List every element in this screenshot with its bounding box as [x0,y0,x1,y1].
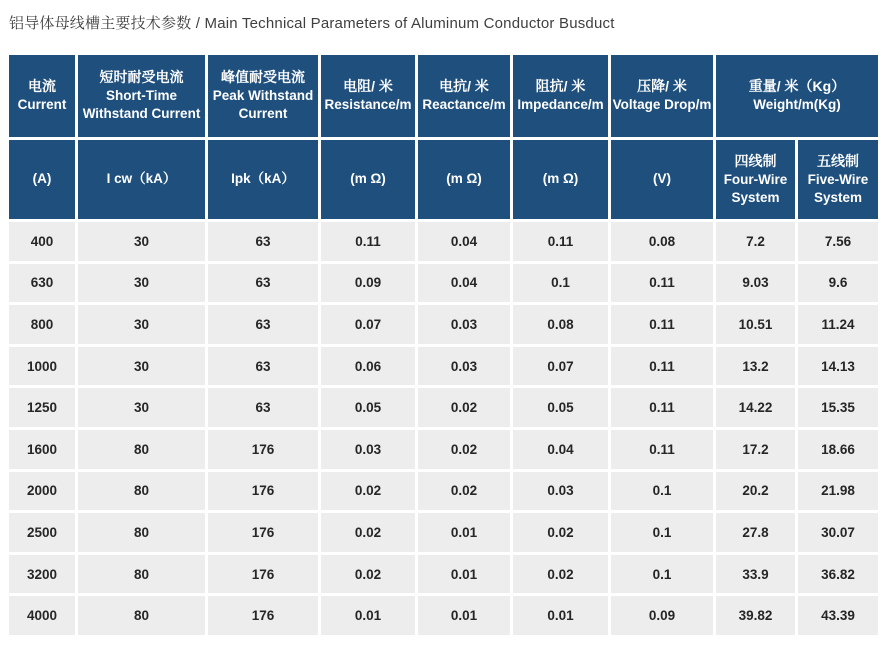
header-impedance-zh: 阻抗/ 米 [535,78,586,95]
table-cell: 0.01 [418,513,510,552]
header-reactance-zh: 电抗/ 米 [439,78,489,95]
table-cell: 0.08 [513,305,608,344]
table-cell: 1250 [9,388,75,427]
table-cell: 800 [9,305,75,344]
header-weight [716,55,878,137]
table-cell: 0.1 [513,264,608,303]
table-cell: 7.2 [716,222,795,261]
page-title: 铝导体母线槽主要技术参数 / Main Technical Parameters of Aluminum Conductor Busduct [9,15,615,32]
table-cell: 0.03 [418,347,510,386]
table-cell: 0.11 [611,388,713,427]
header-reactance [418,55,510,137]
table-cell: 15.35 [798,388,878,427]
header-short-time-en: Short-Time Withstand Current [82,88,201,122]
table-cell: 30 [78,305,205,344]
table-cell: 0.05 [513,388,608,427]
table-cell: 43.39 [798,596,878,635]
table-cell: 63 [208,222,318,261]
unit-voltage-v [611,140,713,219]
table-cell: 0.09 [321,264,415,303]
table-cell: 63 [208,264,318,303]
table-cell: 11.24 [798,305,878,344]
table-cell: 0.02 [418,472,510,511]
header-voltage-drop-zh: 压降/ 米 [637,78,687,95]
table-cell: 0.02 [418,430,510,469]
header-five-wire-zh: 五线制 [817,152,859,169]
table-cell: 17.2 [716,430,795,469]
table-cell: 30 [78,347,205,386]
table-cell: 630 [9,264,75,303]
table-cell: 2000 [9,472,75,511]
table-cell: 0.09 [611,596,713,635]
table-cell: 30 [78,222,205,261]
table-cell: 0.02 [513,555,608,594]
table-cell: 0.01 [418,555,510,594]
table-cell: 7.56 [798,222,878,261]
unit-icw-ka [78,140,205,219]
table-cell: 36.82 [798,555,878,594]
header-peak-withstand-current [208,55,318,137]
table-cell: 0.02 [321,472,415,511]
header-resistance [321,55,415,137]
table-cell: 18.66 [798,430,878,469]
unit-impedance-mohm-label: (m Ω) [542,171,579,187]
table-cell: 0.03 [418,305,510,344]
table-cell: 176 [208,596,318,635]
header-impedance-en: Impedance/m [517,97,604,113]
header-four-wire-zh: 四线制 [734,152,777,169]
table-cell: 176 [208,555,318,594]
table-cell: 0.11 [611,430,713,469]
unit-ipk-ka [208,140,318,219]
table-cell: 1000 [9,347,75,386]
table-cell: 0.01 [321,596,415,635]
table-cell: 63 [208,347,318,386]
table-cell: 0.07 [513,347,608,386]
header-peak-withstand-zh: 峰值耐受电流 [221,69,305,86]
header-weight-en: Weight/m(Kg) [753,97,841,113]
table-cell: 0.04 [513,430,608,469]
table-cell: 0.11 [611,264,713,303]
table-cell: 0.11 [611,347,713,386]
header-resistance-zh: 电阻/ 米 [343,78,393,95]
table-cell: 27.8 [716,513,795,552]
table-cell: 33.9 [716,555,795,594]
table-cell: 80 [78,472,205,511]
header-resistance-en: Resistance/m [324,97,412,113]
header-short-time-withstand-current [78,55,205,137]
table-cell: 0.1 [611,513,713,552]
table-cell: 0.11 [321,222,415,261]
table-cell: 0.05 [321,388,415,427]
header-current [9,55,75,137]
table-cell: 10.51 [716,305,795,344]
table-cell: 14.13 [798,347,878,386]
table-cell: 63 [208,305,318,344]
table-cell: 0.02 [321,513,415,552]
table-cell: 0.11 [513,222,608,261]
table-cell: 0.01 [513,596,608,635]
unit-ipk-ka-label: Ipk（kA） [231,171,295,187]
header-five-wire-en: Five-Wire System [807,171,869,205]
table-cell: 176 [208,430,318,469]
table-cell: 0.02 [321,555,415,594]
header-voltage-drop-en: Voltage Drop/m [612,97,712,113]
table-cell: 0.01 [418,596,510,635]
table-cell: 0.06 [321,347,415,386]
table-cell: 21.98 [798,472,878,511]
table-cell: 400 [9,222,75,261]
header-voltage-drop [611,55,713,137]
table-cell: 13.2 [716,347,795,386]
header-five-wire-system [798,140,878,219]
header-four-wire-system [716,140,795,219]
unit-resistance-mohm-label: (m Ω) [350,171,386,187]
unit-reactance-mohm-label: (m Ω) [446,171,482,187]
table-cell: 9.03 [716,264,795,303]
table-cell: 4000 [9,596,75,635]
table-cell: 63 [208,388,318,427]
unit-voltage-v-label: (V) [653,171,671,187]
header-impedance [513,55,608,137]
table-cell: 0.1 [611,555,713,594]
header-four-wire-en: Four-Wire System [723,171,788,205]
header-peak-withstand-en: Peak Withstand Current [212,88,314,122]
table-cell: 1600 [9,430,75,469]
table-cell: 39.82 [716,596,795,635]
table-cell: 0.03 [321,430,415,469]
table-cell: 9.6 [798,264,878,303]
table-cell: 2500 [9,513,75,552]
table-cell: 0.1 [611,472,713,511]
table-cell: 30 [78,388,205,427]
header-reactance-en: Reactance/m [422,97,506,113]
table-cell: 0.07 [321,305,415,344]
table-cell: 30 [78,264,205,303]
unit-resistance-mohm [321,140,415,219]
table-cell: 80 [78,513,205,552]
table-cell: 0.02 [418,388,510,427]
table-cell: 20.2 [716,472,795,511]
header-weight-zh: 重量/ 米（Kg） [748,78,846,95]
header-short-time-zh: 短时耐受电流 [99,69,184,86]
table-cell: 176 [208,472,318,511]
table-cell: 80 [78,596,205,635]
header-current-en: Current [17,97,67,113]
table-cell: 14.22 [716,388,795,427]
unit-icw-ka-label: I cw（kA） [106,171,177,187]
table-cell: 0.02 [513,513,608,552]
unit-current-a-label: (A) [32,171,52,187]
header-current-zh: 电流 [28,78,56,95]
table-cell: 80 [78,555,205,594]
table-cell: 0.08 [611,222,713,261]
table-cell: 0.11 [611,305,713,344]
table-cell: 30.07 [798,513,878,552]
unit-reactance-mohm [418,140,510,219]
parameters-table [9,55,878,635]
table-cell: 0.04 [418,222,510,261]
table-cell: 80 [78,430,205,469]
table-cell: 0.03 [513,472,608,511]
table-cell: 3200 [9,555,75,594]
table-cell: 176 [208,513,318,552]
table-cell: 0.04 [418,264,510,303]
unit-current-a [9,140,75,219]
unit-impedance-mohm [513,140,608,219]
